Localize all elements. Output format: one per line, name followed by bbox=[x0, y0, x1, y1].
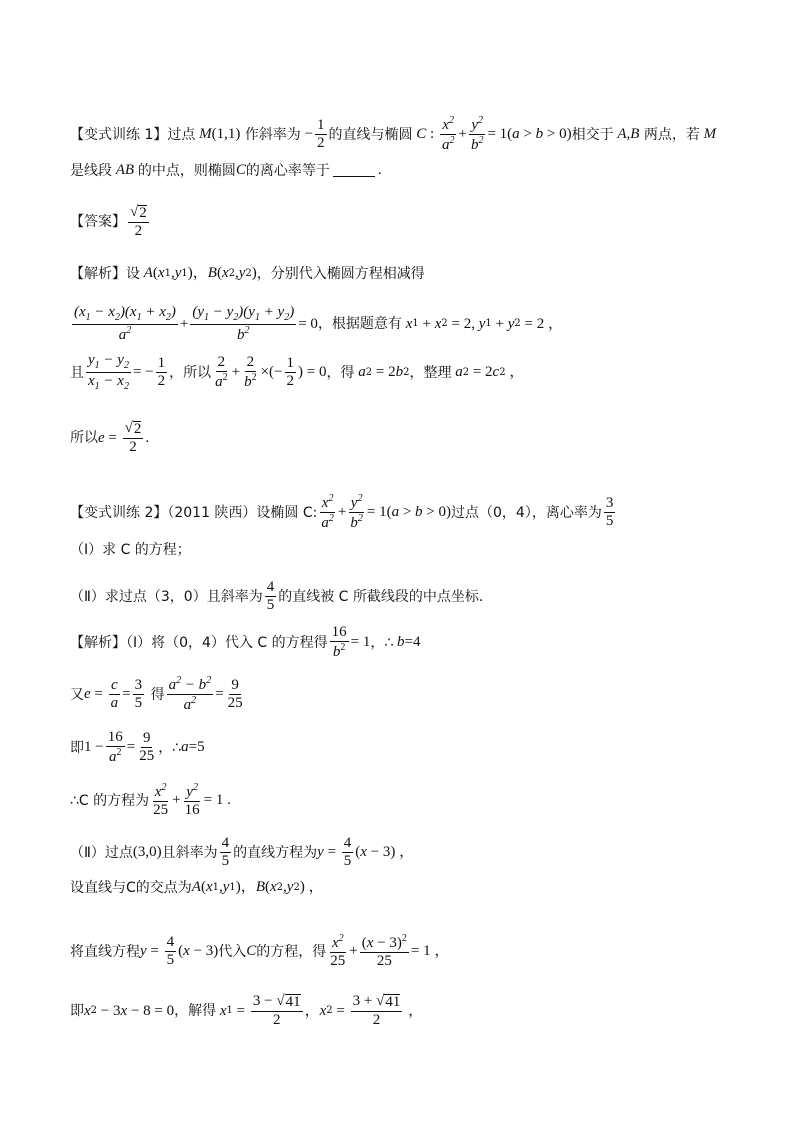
text: 的直线被 C 所截线段的中点坐标． bbox=[278, 588, 493, 605]
analysis-label: 【解析】 bbox=[70, 265, 126, 282]
text: 【解析】（Ⅰ）将（0，4）代入 C 的方程得 bbox=[70, 634, 328, 651]
text: 作斜率为 bbox=[244, 126, 301, 143]
text: （Ⅰ）求 C 的方程； bbox=[70, 542, 191, 558]
text: 所以 bbox=[70, 430, 98, 446]
text: 设 bbox=[126, 265, 140, 282]
text: 相交于 bbox=[571, 126, 614, 143]
analysis-line2: $\frac{(x_1 - x_2)(x_1 + x_2)}{a^2}$ + $\frac{(y_1 - y_2)(y_1 + y_2)}{b^2}$ = 0 ，根据题意有 x 1 + x 2 = 2, y 1 + y 2 = 2 ， bbox=[74, 304, 563, 343]
solution-line4: ∴C 的方程为 $\frac{x^2}{25}$ + $\frac{y^2}{16}$ = 1 . bbox=[70, 782, 231, 818]
problem2-title: 【变式训练 2】（2011 陕西）设椭圆 C: $\frac{x^2}{a^2}$ + $\frac{y^2}{b^2}$ = 1( a > b > 0) 过点（0，4），离心率为 $\frac{3}{5}$ bbox=[70, 493, 614, 531]
problem1-line1: 【变式训练 1】过点 M (1,1) 作斜率为 − $\frac{1}{2}$ 的直线与椭圆 C : $\frac{x^2}{a^2}$ + $\frac{y^2}{b^2}$ = 1( a > b > 0) 相交于 A , B 两点，若 M bbox=[70, 115, 717, 153]
text: ，∴ bbox=[370, 634, 394, 651]
problem2-q1 bbox=[70, 543, 754, 557]
problem2-q2: （Ⅱ）求过点（3，0）且斜率为 $\frac{4}{5}$ 的直线被 C 所截线段的中点坐标． bbox=[70, 579, 493, 613]
text: ，得 bbox=[326, 364, 355, 381]
text: ，解得 bbox=[174, 1003, 217, 1019]
text: 即 bbox=[70, 739, 84, 756]
solution-line1: 【解析】（Ⅰ）将（0，4）代入 C 的方程得 $\frac{16}{b^2}$ = 1 ，∴ b =4 bbox=[70, 624, 421, 660]
text: 的直线与椭圆 bbox=[328, 126, 413, 143]
solution-line6: 设直线与C的交点为 A ( x 1 , y 1 ) ， B ( x 2 , y 2 ) ， bbox=[70, 879, 324, 896]
text: 是线段 bbox=[70, 162, 112, 179]
text: 得 bbox=[150, 686, 165, 703]
solution-line7: 将直线方程 y = $\frac{4}{5}$ ( x − 3) 代入 C 的方程，得 $\frac{x^2}{25}$ + $\frac{(x - 3)^2}{25}$ = 1 ， bbox=[70, 933, 450, 969]
text: 【变式训练 1】过点 bbox=[70, 126, 196, 143]
text: ∴C 的方程为 bbox=[70, 792, 150, 809]
text: ，根据题意有 bbox=[317, 316, 402, 332]
text: 即 bbox=[70, 1003, 84, 1019]
text: ，分别代入椭圆方程相减得 bbox=[256, 265, 425, 282]
analysis-line4: 所以 e = √ 2 2 . bbox=[70, 420, 150, 455]
answer-blank bbox=[333, 164, 375, 177]
text: ，所以 bbox=[169, 364, 212, 381]
solution-line2: 又 e = $\frac{c}{a}$ = $\frac{3}{5}$ 得 $\frac{a^2 - b^2}{a^2}$ = $\frac{9}{25}$ bbox=[70, 675, 243, 713]
analysis-line1: 【解析】 设 A ( x 1 , y 1 ) ， B ( x 2 , y 2 ) ，分别代入椭圆方程相减得 bbox=[70, 265, 425, 282]
problem1-line2: 是线段 AB 的中点，则椭圆 C 的离心率等于 . bbox=[70, 162, 382, 179]
text: 又 bbox=[70, 686, 84, 703]
text: 两点，若 bbox=[643, 126, 700, 143]
solution-line8: 即 x 2 − 3 x − 8 = 0 ，解得 x 1 = 3 − √ 41 2 ， x 2 = 3 + √ 41 2 ， bbox=[70, 993, 424, 1028]
text: （Ⅱ）过点 bbox=[70, 844, 133, 861]
text: 的离心率等于 bbox=[245, 162, 330, 179]
text: 将直线方程 bbox=[70, 943, 140, 960]
text: 的直线方程为 bbox=[233, 844, 318, 861]
text: ，∴ bbox=[158, 739, 182, 756]
text: 且斜率为 bbox=[161, 844, 218, 861]
text: 且 bbox=[70, 364, 84, 381]
text: 的方程，得 bbox=[256, 943, 327, 960]
text: 设直线与C的交点为 bbox=[70, 879, 192, 896]
answer-label: 【答案】 bbox=[70, 214, 126, 230]
text: 的中点，则椭圆 bbox=[137, 162, 236, 179]
analysis-line3: 且 $\frac{y_1 - y_2}{x_1 - x_2}$ = − $\frac{1}{2}$ ，所以 $\frac{2}{a^2}$ + $\frac{2}{b^2}$ ×(− $\frac{1}{2}$ ) = 0 ，得 a 2 = 2 b 2 ，整理 a 2 = 2 c 2 ， bbox=[70, 352, 525, 392]
text: 代入 bbox=[218, 943, 247, 960]
answer-line: 【答案】 √ 2 2 bbox=[70, 204, 147, 239]
solution-line3: 即 1 − $\frac{16}{a^2}$ = $\frac{9}{25}$ ，∴ a =5 bbox=[70, 729, 205, 765]
text: 【变式训练 2】（2011 陕西）设椭圆 C: bbox=[70, 504, 318, 521]
text: 过点（0，4），离心率为 bbox=[451, 504, 602, 521]
solution-line5: （Ⅱ）过点 (3,0) 且斜率为 $\frac{4}{5}$ 的直线方程为 y = $\frac{4}{5}$ ( x − 3) ， bbox=[70, 835, 415, 869]
text: ，整理 bbox=[409, 364, 452, 381]
text: （Ⅱ）求过点（3，0）且斜率为 bbox=[70, 588, 263, 605]
